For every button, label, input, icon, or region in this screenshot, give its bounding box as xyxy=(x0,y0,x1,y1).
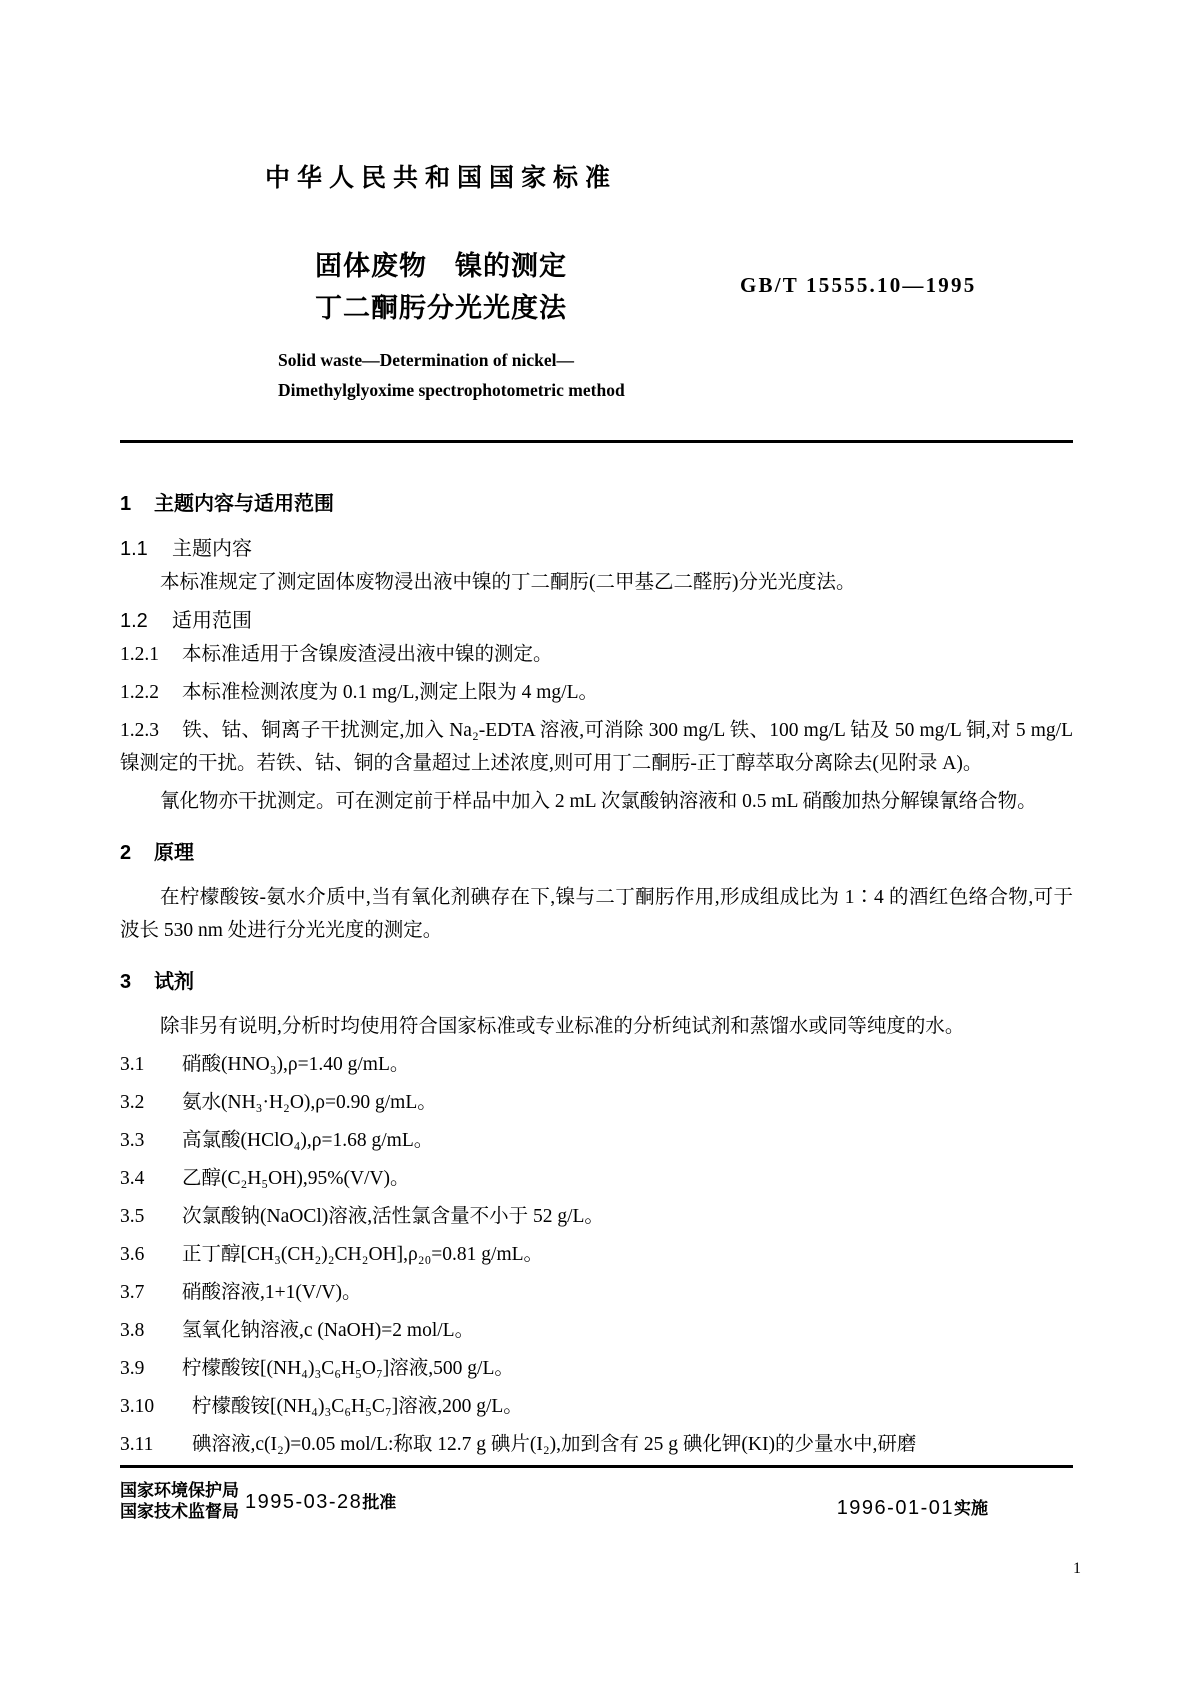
reagent-3-11-number: 3.11 xyxy=(120,1434,154,1455)
chinese-title-line2: 丁二酮肟分光光度法 xyxy=(315,293,567,323)
reagent-3-5-number: 3.5 xyxy=(120,1206,145,1227)
footer-divider-rule xyxy=(120,1465,1073,1468)
english-title xyxy=(278,345,625,405)
reagent-3-4-text: 乙醇(C₂H₅OH),95%(V/V)。 xyxy=(182,1168,410,1189)
reagent-3-6 xyxy=(120,1238,1073,1271)
implementation-date: 1996-01-01 xyxy=(836,1497,954,1519)
reagent-3-7-text: 硝酸溶液,1+1(V/V)。 xyxy=(182,1282,362,1303)
reagent-3-7 xyxy=(120,1276,1073,1309)
clause-1-2-3-text: 铁、钴、铜离子干扰测定,加入 Na₂-EDTA 溶液,可消除 300 mg/L 铁、100 mg/L 钴及 50 mg/L 铜,对 5 mg/L 镍测定的干扰。若铁、钴、铜的含量超过上述浓度,则可用丁二酮肟-正丁醇萃取分离除去(见附录 A)。 xyxy=(120,720,1073,774)
section-1-heading xyxy=(120,487,1073,516)
section-3-heading xyxy=(120,965,1073,994)
reagent-3-1-text: 硝酸(HNO₃),ρ=1.40 g/mL。 xyxy=(182,1054,410,1075)
footer-approval-block xyxy=(120,1480,396,1522)
reagent-3-1-number: 3.1 xyxy=(120,1054,145,1075)
reagent-3-2-number: 3.2 xyxy=(120,1092,145,1113)
title-block xyxy=(120,245,1080,415)
section-1-2-number: 1.2 xyxy=(120,610,148,632)
clause-1-2-3-number: 1.2.3 xyxy=(120,720,159,741)
reagent-3-8-text: 氢氧化钠溶液,c (NaOH)=2 mol/L。 xyxy=(182,1320,475,1341)
reagent-3-4 xyxy=(120,1162,1073,1195)
approval-date: 1995-03-28 xyxy=(245,1491,363,1513)
issuer-line-1: 国家环境保护局 xyxy=(120,1481,239,1500)
reagent-3-1 xyxy=(120,1048,1073,1081)
english-title-line2: Dimethylglyoxime spectrophotometric method xyxy=(278,380,625,400)
clause-1-2-3 xyxy=(120,714,1073,780)
chinese-title-line1-part1: 固体废物 xyxy=(315,251,427,281)
clause-1-2-1-text: 本标准适用于含镍废渣浸出液中镍的测定。 xyxy=(182,644,553,665)
section-1-number: 1 xyxy=(120,493,132,515)
section-1-2-title: 适用范围 xyxy=(172,610,252,632)
implementation-label: 实施 xyxy=(954,1499,988,1518)
reagent-3-9-number: 3.9 xyxy=(120,1358,145,1379)
section-2-heading xyxy=(120,836,1073,865)
reagent-3-10-number: 3.10 xyxy=(120,1396,155,1417)
section-3-number: 3 xyxy=(120,971,132,993)
clause-1-2-1-number: 1.2.1 xyxy=(120,644,159,665)
reagent-3-5-text: 次氯酸钠(NaOCl)溶液,活性氯含量不小于 52 g/L。 xyxy=(182,1206,604,1227)
reagent-3-4-number: 3.4 xyxy=(120,1168,145,1189)
reagent-3-10 xyxy=(120,1390,1073,1423)
section-1-1-number: 1.1 xyxy=(120,538,148,560)
page-number: 1 xyxy=(1073,1560,1081,1577)
clause-1-2-2-number: 1.2.2 xyxy=(120,682,159,703)
header-divider-rule xyxy=(120,440,1073,443)
approval-label: 批准 xyxy=(362,1493,397,1512)
approval-date-group xyxy=(245,1488,396,1514)
chinese-title xyxy=(315,245,567,329)
english-title-line1: Solid waste—Determination of nickel— xyxy=(278,350,575,370)
reagent-3-3 xyxy=(120,1124,1073,1157)
reagent-3-3-number: 3.3 xyxy=(120,1130,145,1151)
reagent-3-6-text: 正丁醇[CH₃(CH₂)₂CH₂OH],ρ₂₀=0.81 g/mL。 xyxy=(182,1244,544,1265)
reagent-3-9-text: 柠檬酸铵[(NH₄)₃C₆H₅O₇]溶液,500 g/L。 xyxy=(182,1358,514,1379)
reagent-3-11 xyxy=(120,1428,1073,1461)
clause-1-2-2-text: 本标准检测浓度为 0.1 mg/L,测定上限为 4 mg/L。 xyxy=(182,682,598,703)
standard-number: GB/T 15555.10—1995 xyxy=(740,273,977,297)
chinese-title-line1-part2: 镍的测定 xyxy=(455,251,567,281)
reagent-3-7-number: 3.7 xyxy=(120,1282,145,1303)
reagent-3-2 xyxy=(120,1086,1073,1119)
reagent-3-10-text: 柠檬酸铵[(NH₄)₃C₆H₅C₇]溶液,200 g/L。 xyxy=(192,1396,523,1417)
section-3-intro: 除非另有说明,分析时均使用符合国家标准或专业标准的分析纯试剂和蒸馏水或同等纯度的水。 xyxy=(160,1016,965,1037)
document-body xyxy=(120,487,1073,1466)
issuer-line-2: 国家技术监督局 xyxy=(120,1502,239,1521)
section-1-1-text: 本标准规定了测定固体废物浸出液中镍的丁二酮肟(二甲基乙二醛肟)分光光度法。 xyxy=(160,572,856,593)
section-1-2-heading xyxy=(120,604,1073,633)
section-3-title: 试剂 xyxy=(154,971,194,993)
reagent-3-2-text: 氨水(NH₃·H₂O),ρ=0.90 g/mL。 xyxy=(182,1092,437,1113)
section-1-1-heading xyxy=(120,532,1073,561)
reagent-3-8 xyxy=(120,1314,1073,1347)
reagent-3-6-number: 3.6 xyxy=(120,1244,145,1265)
clause-1-2-2 xyxy=(120,676,1073,709)
section-2-number: 2 xyxy=(120,842,132,864)
issuing-authorities xyxy=(120,1480,239,1522)
cyanide-interference-note: 氰化物亦干扰测定。可在测定前于样品中加入 2 mL 次氯酸钠溶液和 0.5 mL 硝酸加热分解镍氰络合物。 xyxy=(160,791,1037,812)
reagent-3-11-text: 碘溶液,c(I₂)=0.05 mol/L:称取 12.7 g 碘片(I₂),加到含有 25 g 碘化钾(KI)的少量水中,研磨 xyxy=(192,1434,917,1455)
section-1-1-title: 主题内容 xyxy=(172,538,252,560)
clause-1-2-1 xyxy=(120,638,1073,671)
reagent-3-5 xyxy=(120,1200,1073,1233)
masthead-national-standard: 中华人民共和国国家标准 xyxy=(265,164,618,192)
reagent-3-3-text: 高氯酸(HClO₄),ρ=1.68 g/mL。 xyxy=(182,1130,434,1151)
reagent-3-8-number: 3.8 xyxy=(120,1320,145,1341)
implementation-date-group xyxy=(837,1494,988,1520)
section-2-text: 在柠檬酸铵-氨水介质中,当有氧化剂碘存在下,镍与二丁酮肟作用,形成组成比为 1∶4 的酒红色络合物,可于波长 530 nm 处进行分光光度的测定。 xyxy=(120,887,1073,941)
section-1-title: 主题内容与适用范围 xyxy=(154,493,334,515)
reagent-3-9 xyxy=(120,1352,1073,1385)
section-2-title: 原理 xyxy=(154,842,194,864)
